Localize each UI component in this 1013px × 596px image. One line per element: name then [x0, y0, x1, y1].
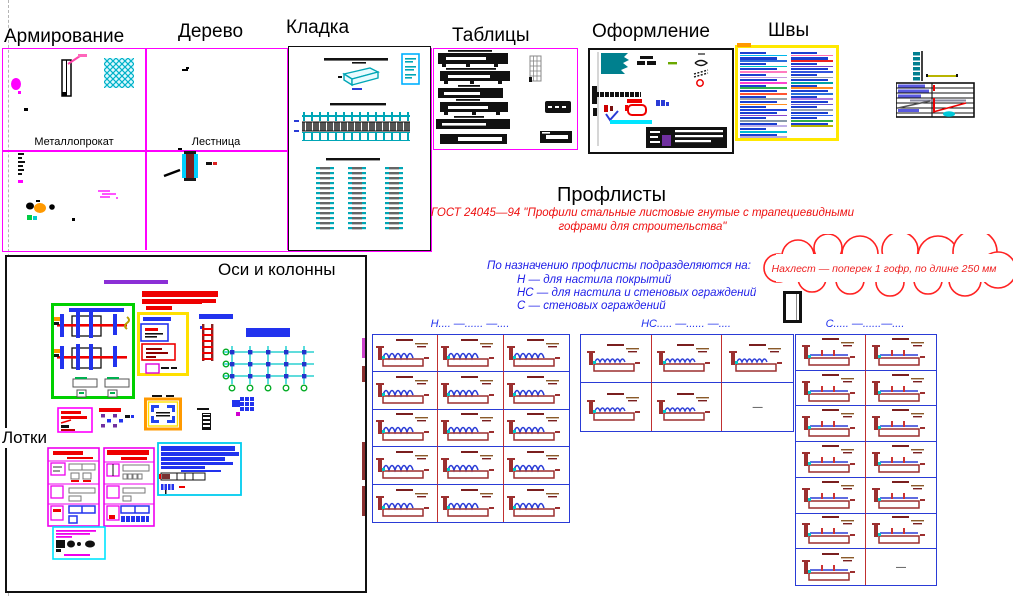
grid-s-header: С..... —......—....	[825, 318, 905, 330]
profile-cell	[796, 442, 866, 478]
tablicy-sketch	[436, 50, 574, 146]
profile-cell	[438, 485, 503, 522]
profile-cell	[866, 335, 936, 371]
black-dash	[197, 408, 209, 410]
purpose-s: С — стеновых ограждений	[517, 300, 666, 312]
profile-cell	[722, 335, 793, 383]
purple-bar	[104, 280, 168, 284]
profile-cell	[866, 478, 936, 514]
edge-mark-2	[362, 366, 365, 382]
profile-cell: —	[752, 401, 763, 413]
purpose-n: Н — для настила покрытий	[517, 274, 672, 286]
blue-bar-small	[199, 314, 233, 319]
profile-cell	[796, 478, 866, 514]
lotki-blue-chart-box	[157, 442, 242, 496]
seam-list-right	[791, 52, 833, 128]
green-detail-box	[51, 303, 135, 400]
door-leaf-line	[796, 294, 798, 320]
profile-cell	[796, 406, 866, 442]
profile-cell	[373, 335, 438, 372]
magenta-dot	[236, 412, 240, 416]
heading-derevo: Дерево	[178, 21, 244, 42]
gost-line2: гофрами для строительства"	[558, 221, 727, 233]
shvy-title-scribble	[737, 43, 751, 47]
lotki-table-1	[47, 447, 100, 527]
profile-cell	[504, 485, 569, 522]
profile-cell	[652, 335, 723, 383]
profile-cell	[504, 335, 569, 372]
orange-detail-box	[144, 395, 182, 432]
ladder-sketch	[200, 322, 216, 364]
blue-bar-large	[246, 328, 290, 337]
blue-square-small	[232, 400, 240, 407]
heading-tablicy: Таблицы	[452, 25, 530, 46]
heading-shvy: Швы	[768, 20, 810, 41]
heading-oformlenie: Оформление	[592, 21, 710, 42]
seam-item	[740, 134, 787, 139]
proflist-grid-s	[795, 334, 937, 586]
magenta-detail-box	[57, 407, 94, 434]
metalloprokat-sketch	[14, 150, 134, 228]
grid-divider-v1	[145, 48, 147, 250]
proflist-grid-n	[372, 334, 570, 523]
profile-cell	[866, 406, 936, 442]
profile-cell	[504, 410, 569, 447]
profile-cell	[652, 383, 723, 431]
heading-lotki: Лотки	[2, 428, 47, 447]
yellow-detail-box	[137, 312, 189, 376]
seam-list-left	[740, 52, 787, 139]
seam-item	[791, 123, 833, 128]
profile-cell	[373, 410, 438, 447]
profile-cell	[581, 383, 652, 431]
profile-cell	[373, 447, 438, 484]
label-metalloprokat: Металлопрокат	[34, 136, 114, 148]
gost-line1: ГОСТ 24045—94 "Профили стальные листовые гнутые с трапециевидными	[431, 207, 854, 219]
profile-cell	[504, 447, 569, 484]
schedule-sketch	[896, 48, 1008, 120]
profile-cell	[796, 514, 866, 550]
kladka-sketch	[292, 52, 426, 246]
axes-grid-sketch	[222, 344, 320, 392]
lotki-table-2	[103, 447, 155, 527]
purpose-intro: По назначению профлисты подразделяются на:	[487, 260, 751, 272]
profile-cell	[438, 335, 503, 372]
profile-cell	[373, 485, 438, 522]
profile-cell	[866, 442, 936, 478]
heading-kladka: Кладка	[286, 17, 350, 38]
profile-cell	[438, 447, 503, 484]
purple-dot-grid	[101, 414, 135, 430]
proflist-grid-ns	[580, 334, 794, 432]
derevo-sketch	[180, 64, 194, 74]
grid-n-header: Н.... —...... —....	[430, 318, 510, 330]
label-lestnica: Лестница	[191, 136, 241, 148]
edge-mark-4	[362, 486, 365, 516]
cloud-note-text: Нахлест — поперек 1 гофр, по длине 250 мм	[771, 263, 997, 275]
heading-armirovanie: Армирование	[4, 26, 125, 47]
purpose-ns: НС — для настила и стеновых ограждений	[517, 287, 757, 299]
mini-ladder	[202, 413, 211, 430]
oformlenie-sketch	[590, 50, 728, 148]
profile-cell	[866, 371, 936, 407]
profile-cell	[796, 335, 866, 371]
red-bar-small	[99, 408, 121, 412]
edge-mark-1	[362, 338, 365, 358]
profile-cell	[866, 514, 936, 550]
grid-ns-header: НС..... —...... —....	[641, 318, 731, 330]
profile-cell	[796, 371, 866, 407]
heading-osi: Оси и колонны	[218, 260, 336, 279]
heading-proflisty: Профлисты	[557, 184, 667, 206]
profile-cell	[438, 372, 503, 409]
profile-cell	[504, 372, 569, 409]
lotki-legend-box	[52, 526, 106, 560]
profile-cell	[796, 549, 866, 585]
blue-grid-square	[240, 397, 255, 411]
lestnica-sketch	[158, 146, 220, 184]
edge-mark-3	[362, 442, 365, 480]
profile-cell	[581, 335, 652, 383]
profile-cell	[373, 372, 438, 409]
rebar-blocks-sketch	[8, 52, 138, 116]
profile-cell	[438, 410, 503, 447]
profile-cell: —	[896, 561, 906, 573]
